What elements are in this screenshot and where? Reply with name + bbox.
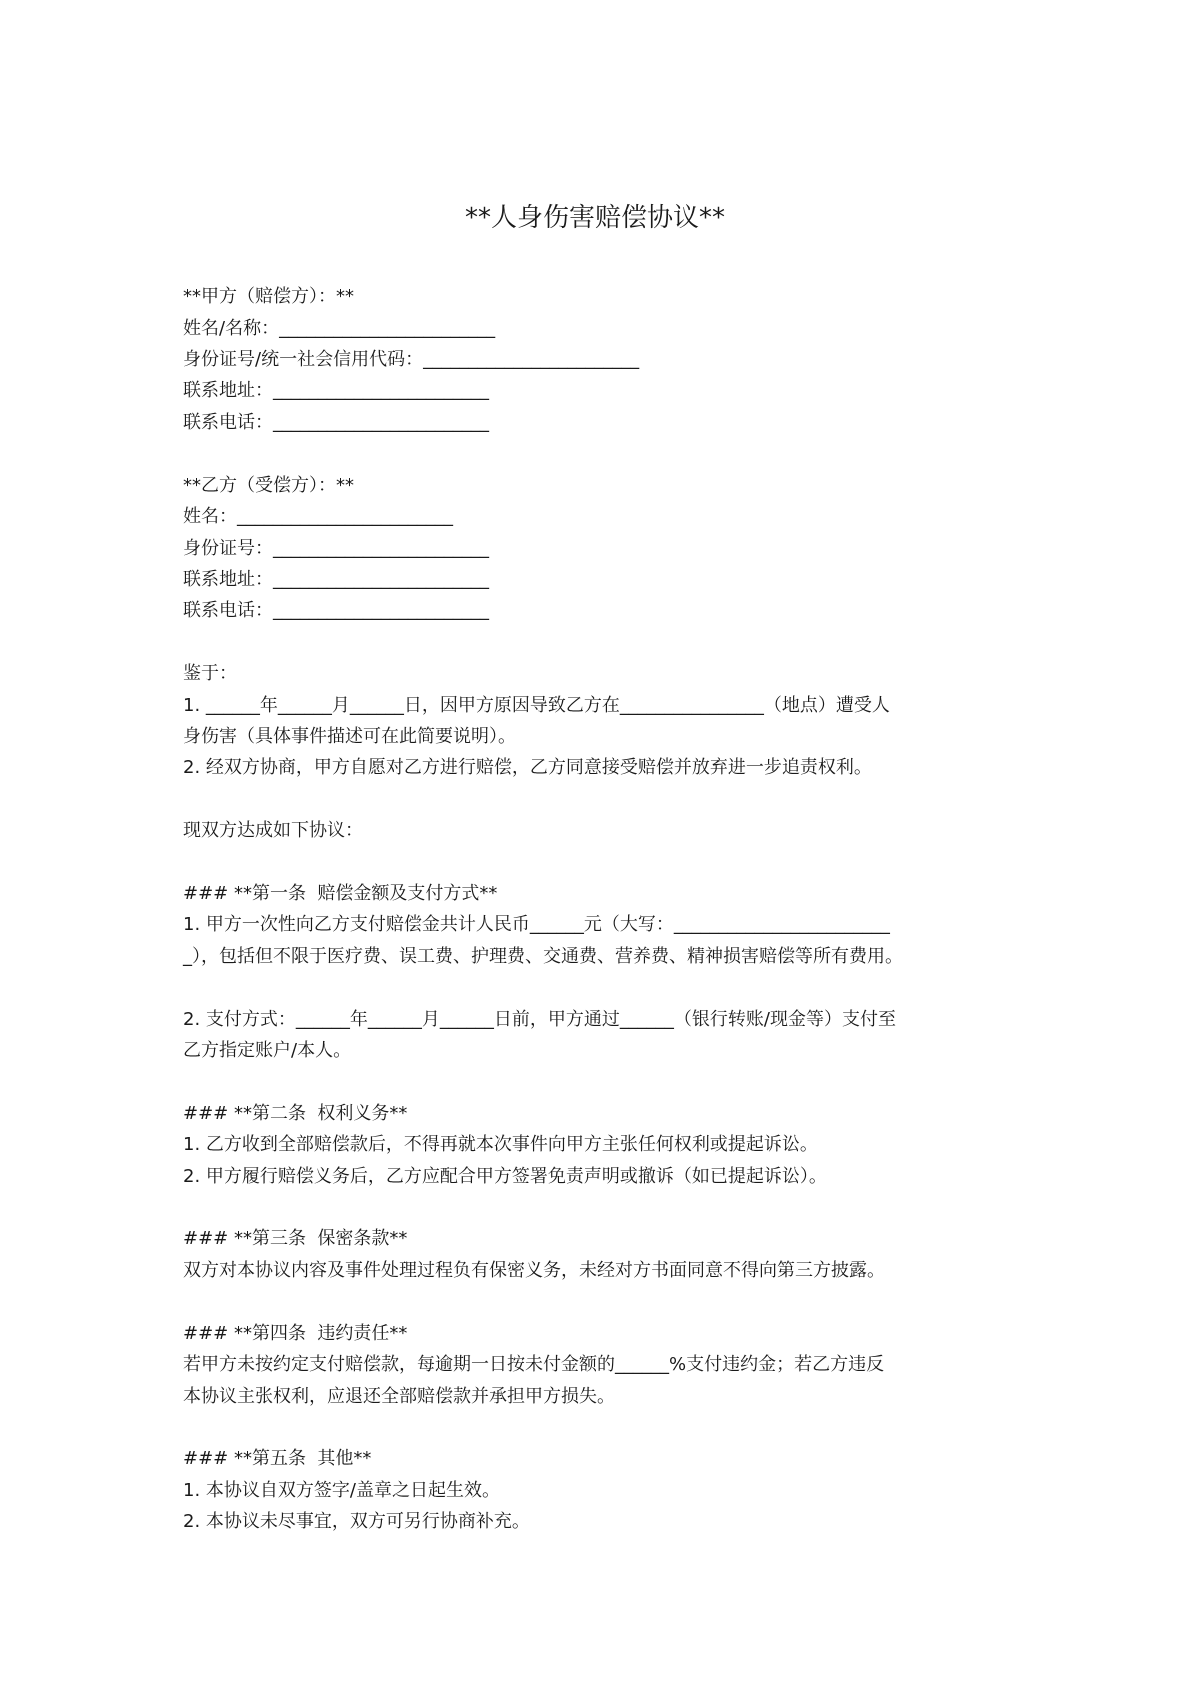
agreement-intro: 现双方达成如下协议：	[183, 820, 363, 841]
article-1-item-2-line-2: 乙方指定账户/本人。	[183, 1040, 352, 1061]
article-4-body-line-1: 若甲方未按约定支付赔偿款，每逾期一日按未付金额的______%支付违约金；若乙方违反	[183, 1354, 885, 1375]
article-1-heading: ### **第一条 赔偿金额及支付方式**	[183, 883, 498, 904]
party-b-name-field: 姓名：________________________	[183, 506, 453, 527]
party-a-phone-field: 联系电话：________________________	[183, 412, 489, 433]
article-2-item-1: 1. 乙方收到全部赔偿款后，不得再就本次事件向甲方主张任何权利或提起诉讼。	[183, 1134, 818, 1155]
article-5-item-2: 2. 本协议未尽事宜，双方可另行协商补充。	[183, 1511, 530, 1532]
article-2-item-2: 2. 甲方履行赔偿义务后，乙方应配合甲方签署免责声明或撤诉（如已提起诉讼）。	[183, 1166, 827, 1187]
article-5-item-1: 1. 本协议自双方签字/盖章之日起生效。	[183, 1480, 500, 1501]
whereas-item-2: 2. 经双方协商，甲方自愿对乙方进行赔偿，乙方同意接受赔偿并放弃进一步追责权利。	[183, 757, 872, 778]
article-2-heading: ### **第二条 权利义务**	[183, 1103, 408, 1124]
party-a-name-field: 姓名/名称：________________________	[183, 318, 496, 339]
party-b-address-field: 联系地址：________________________	[183, 569, 489, 590]
article-4-heading: ### **第四条 违约责任**	[183, 1323, 408, 1344]
whereas-item-1-line-1: 1. ______年______月______日，因甲方原因导致乙方在________________（地点）遭受人	[183, 695, 890, 716]
document-title: **人身伤害赔偿协议**	[464, 203, 725, 233]
article-3-heading: ### **第三条 保密条款**	[183, 1228, 408, 1249]
article-1-item-2-line-1: 2. 支付方式：______年______月______日前，甲方通过______（银行转账/现金等）支付至	[183, 1009, 896, 1030]
party-b-heading: **乙方（受偿方）：**	[183, 475, 354, 496]
party-a-address-field: 联系地址：________________________	[183, 380, 489, 401]
article-4-body-line-2: 本协议主张权利，应退还全部赔偿款并承担甲方损失。	[183, 1386, 615, 1407]
article-1-item-1-line-2: _），包括但不限于医疗费、误工费、护理费、交通费、营养费、精神损害赔偿等所有费用。	[183, 946, 903, 967]
article-5-heading: ### **第五条 其他**	[183, 1448, 372, 1469]
article-3-body: 双方对本协议内容及事件处理过程负有保密义务，未经对方书面同意不得向第三方披露。	[183, 1260, 885, 1281]
whereas-heading: 鉴于：	[183, 663, 237, 684]
party-a-heading: **甲方（赔偿方）：**	[183, 286, 354, 307]
party-a-id-field: 身份证号/统一社会信用代码：________________________	[183, 349, 640, 370]
whereas-item-1-line-2: 身伤害（具体事件描述可在此简要说明）。	[183, 726, 516, 747]
party-b-id-field: 身份证号：________________________	[183, 538, 489, 559]
party-b-phone-field: 联系电话：________________________	[183, 600, 489, 621]
article-1-item-1-line-1: 1. 甲方一次性向乙方支付赔偿金共计人民币______元（大写：________________________	[183, 914, 890, 935]
